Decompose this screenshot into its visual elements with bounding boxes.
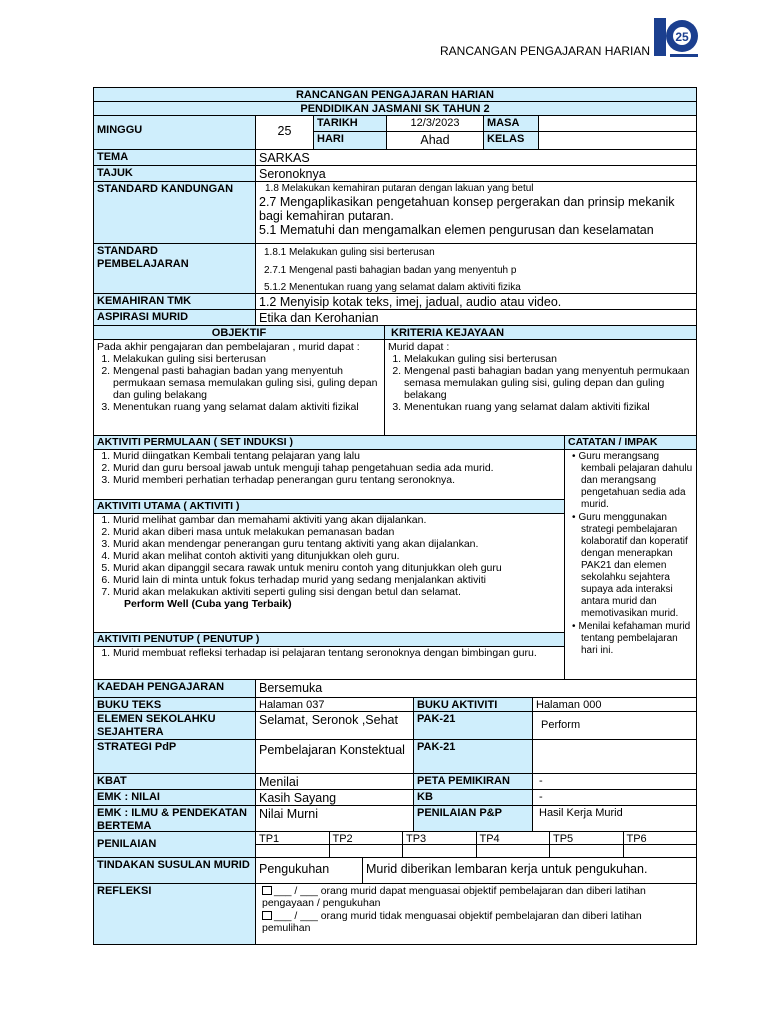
tajuk-value: Seronoknya <box>259 167 326 181</box>
utama-item: 2. Murid akan diberi masa untuk melakukan pemanasan badan <box>113 526 561 538</box>
utama-extra: Perform Well (Cuba yang Terbaik) <box>124 598 292 611</box>
pak21-value: Perform <box>541 719 581 731</box>
refleksi-label: REFLEKSI <box>94 884 256 944</box>
school-logo-icon <box>652 14 700 62</box>
peta-label: PETA PEMIKIRAN <box>414 774 533 789</box>
masa-value <box>539 116 696 131</box>
buku-teks-label: BUKU TEKS <box>94 698 256 711</box>
permulaan-item: 1. Murid diingatkan Kembali tentang pelajaran yang lalu <box>113 450 561 462</box>
sk-item: 1.8 Melakukan kemahiran putaran dengan lakuan yang betul <box>265 183 534 194</box>
buku-aktiviti-label: BUKU AKTIVITI <box>414 698 533 711</box>
penilaian-label: PENILAIAN <box>94 832 256 857</box>
tema-value: SARKAS <box>259 151 310 165</box>
utama-item: 1. Murid melihat gambar dan memahami aktiviti yang akan dijalankan. <box>113 514 561 526</box>
sp-label: STANDARD PEMBELAJARAN <box>94 244 256 293</box>
permulaan-item: 3. Murid memberi perhatian terhadap penerangan guru tentang seronoknya. <box>113 474 561 486</box>
tarikh-label: TARIKH <box>314 116 387 131</box>
tarikh-value: 12/3/2023 <box>387 116 484 131</box>
utama-item: 6. Murid lain di minta untuk fokus terhadap murid yang sedang menjalankan aktiviti <box>113 574 561 586</box>
kb-label: KB <box>414 790 533 805</box>
catatan-item: • Menilai kefahaman murid tentang pembelajaran hari ini. <box>581 621 693 657</box>
tmk-label: KEMAHIRAN TMK <box>94 294 256 309</box>
buku-aktiviti-value: Halaman 000 <box>536 699 602 711</box>
kriteria-item: 2. Mengenal pasti bahagian badan yang menyentuh permukaan semasa memulakan guling sisi, guling depan dan guling belakang <box>404 365 693 401</box>
tp-box[interactable] <box>477 845 551 857</box>
pak21b-value <box>533 740 696 773</box>
objektif-item: 1. Melakukan guling sisi berterusan <box>113 353 381 365</box>
refleksi-item: ___ / ___ orang murid tidak menguasai objektif pembelajaran dan diberi latihan pemulihan <box>262 910 642 935</box>
catatan-item: • Guru menggunakan strategi pembelajaran kolaboratif dan koperatif dengan menerapkan PAK21 dan elemen sekolahku sejahtera supaya ada interaksi antara murid dan memotivasikan murid. <box>581 512 693 620</box>
peta-value: - <box>539 775 543 787</box>
objektif-label: OBJEKTIF <box>94 326 385 339</box>
kriteria-item: 1. Melakukan guling sisi berterusan <box>404 353 693 365</box>
utama-item: 3. Murid akan mendengar penerangan guru tentang aktiviti yang akan dijalankan. <box>113 538 561 550</box>
tp-box[interactable] <box>550 845 624 857</box>
aspirasi-value: Etika dan Kerohanian <box>259 311 379 325</box>
utama-item: 7. Murid akan melakukan aktiviti seperti guling sisi dengan betul dan selamat. <box>113 586 561 598</box>
sp-item: 1.8.1 Melakukan guling sisi berterusan <box>264 247 435 258</box>
masa-label: MASA <box>484 116 539 131</box>
utama-label: AKTIVITI UTAMA ( AKTIVITI ) <box>94 500 564 514</box>
penilaian-pp-value: Hasil Kerja Murid <box>539 807 623 819</box>
minggu-label: MINGGU <box>94 116 256 149</box>
kriteria-label: KRITERIA KEJAYAAN <box>385 326 696 339</box>
tp-box[interactable] <box>330 845 404 857</box>
emk-ilmu-label: EMK : ILMU & PENDEKATAN BERTEMA <box>94 806 256 831</box>
tajuk-label: TAJUK <box>94 166 256 181</box>
buku-teks-value: Halaman 037 <box>256 698 414 711</box>
sk-label: STANDARD KANDUNGAN <box>94 182 256 243</box>
tema-label: TEMA <box>94 150 256 165</box>
tindakan-type: Pengukuhan <box>256 858 363 883</box>
tp-level: TP5 <box>550 832 624 844</box>
kbat-value: Menilai <box>256 774 414 789</box>
tp-level: TP4 <box>477 832 551 844</box>
sk-item: 5.1 Mematuhi dan mengamalkan elemen pengurusan dan keselamatan <box>259 223 654 238</box>
objektif-item: 3. Menentukan ruang yang selamat dalam aktiviti fizikal <box>113 401 381 413</box>
hari-value: Ahad <box>387 132 484 149</box>
sp-item: 5.1.2 Menentukan ruang yang selamat dalam aktiviti fizika <box>264 282 521 293</box>
emk-nilai-label: EMK : NILAI <box>94 790 256 805</box>
elemen-value: Selamat, Seronok ,Sehat <box>256 712 414 739</box>
tp-level: TP2 <box>330 832 404 844</box>
penutup-item: 1. Murid membuat refleksi terhadap isi pelajaran tentang seronoknya dengan bimbingan guru. <box>113 647 561 659</box>
kaedah-label: KAEDAH PENGAJARAN <box>94 680 256 697</box>
aspirasi-label: ASPIRASI MURID <box>94 310 256 325</box>
kriteria-intro: Murid dapat : <box>388 341 450 353</box>
pak21b-label: PAK-21 <box>414 740 533 773</box>
document-header-title: RANCANGAN PENGAJARAN HARIAN <box>440 44 651 58</box>
utama-item: 5. Murid akan dipanggil secara rawak untuk meniru contoh yang ditunjukkan oleh guru <box>113 562 561 574</box>
sheet-subject: PENDIDIKAN JASMANI SK TAHUN 2 <box>94 102 696 115</box>
tp-box[interactable] <box>256 845 330 857</box>
objektif-intro: Pada akhir pengajaran dan pembelajaran , murid dapat : <box>97 341 360 353</box>
kelas-value <box>539 132 696 149</box>
tp-level: TP1 <box>256 832 330 844</box>
objektif-item: 2. Mengenal pasti bahagian badan yang menyentuh permukaan semasa memulakan guling sisi, guling depan dan guling belakang <box>113 365 381 401</box>
catatan-item: • Guru merangsang kembali pelajaran dahulu dan merangsang pengetahuan sedia ada murid. <box>581 451 693 511</box>
penilaian-pp-label: PENILAIAN P&P <box>414 806 533 831</box>
catatan-label: CATATAN / IMPAK <box>565 436 696 450</box>
minggu-value: 25 <box>256 116 314 149</box>
svg-text:25: 25 <box>675 30 689 44</box>
tp-level: TP3 <box>403 832 477 844</box>
penutup-label: AKTIVITI PENUTUP ( PENUTUP ) <box>94 633 564 647</box>
tp-level: TP6 <box>626 833 647 845</box>
kelas-label: KELAS <box>484 132 539 149</box>
utama-item: 4. Murid akan melihat contoh aktiviti yang ditunjukkan oleh guru. <box>113 550 561 562</box>
tindakan-detail: Murid diberikan lembaran kerja untuk pengukuhan. <box>366 862 648 876</box>
hari-label: HARI <box>314 132 387 149</box>
sheet-title: RANCANGAN PENGAJARAN HARIAN <box>94 88 696 101</box>
permulaan-item: 2. Murid dan guru bersoal jawab untuk menguji tahap pengetahuan sedia ada murid. <box>113 462 561 474</box>
kbat-label: KBAT <box>94 774 256 789</box>
kb-value: - <box>539 791 543 803</box>
permulaan-label: AKTIVITI PERMULAAN ( SET INDUKSI ) <box>94 436 564 450</box>
tindakan-label: TINDAKAN SUSULAN MURID <box>94 858 256 883</box>
emk-ilmu-value: Nilai Murni <box>256 806 414 831</box>
refleksi-checkbox[interactable] <box>262 911 272 920</box>
strategi-label: STRATEGI PdP <box>94 740 256 773</box>
strategi-value: Pembelajaran Konstektual <box>256 740 414 773</box>
kaedah-value: Bersemuka <box>259 681 323 695</box>
tmk-value: 1.2 Menyisip kotak teks, imej, jadual, audio atau video. <box>259 295 562 309</box>
pak21-label: PAK-21 <box>414 712 533 739</box>
sk-item: 2.7 Mengaplikasikan pengetahuan konsep pergerakan dan prinsip mekanik bagi kemahiran putaran. <box>259 194 675 223</box>
tp-box[interactable] <box>624 845 697 857</box>
sp-item: 2.7.1 Mengenal pasti bahagian badan yang menyentuh p <box>264 264 517 276</box>
tp-box[interactable] <box>403 845 477 857</box>
elemen-label: ELEMEN SEKOLAHKU SEJAHTERA <box>94 712 256 739</box>
refleksi-checkbox[interactable] <box>262 886 272 895</box>
emk-nilai-value: Kasih Sayang <box>256 790 414 805</box>
refleksi-item: ___ / ___ orang murid dapat menguasai objektif pembelajaran dan diberi latihan pengayaan / pengukuhan <box>262 885 646 910</box>
kriteria-item: 3. Menentukan ruang yang selamat dalam aktiviti fizikal <box>404 401 693 413</box>
lesson-plan-table <box>93 87 697 945</box>
